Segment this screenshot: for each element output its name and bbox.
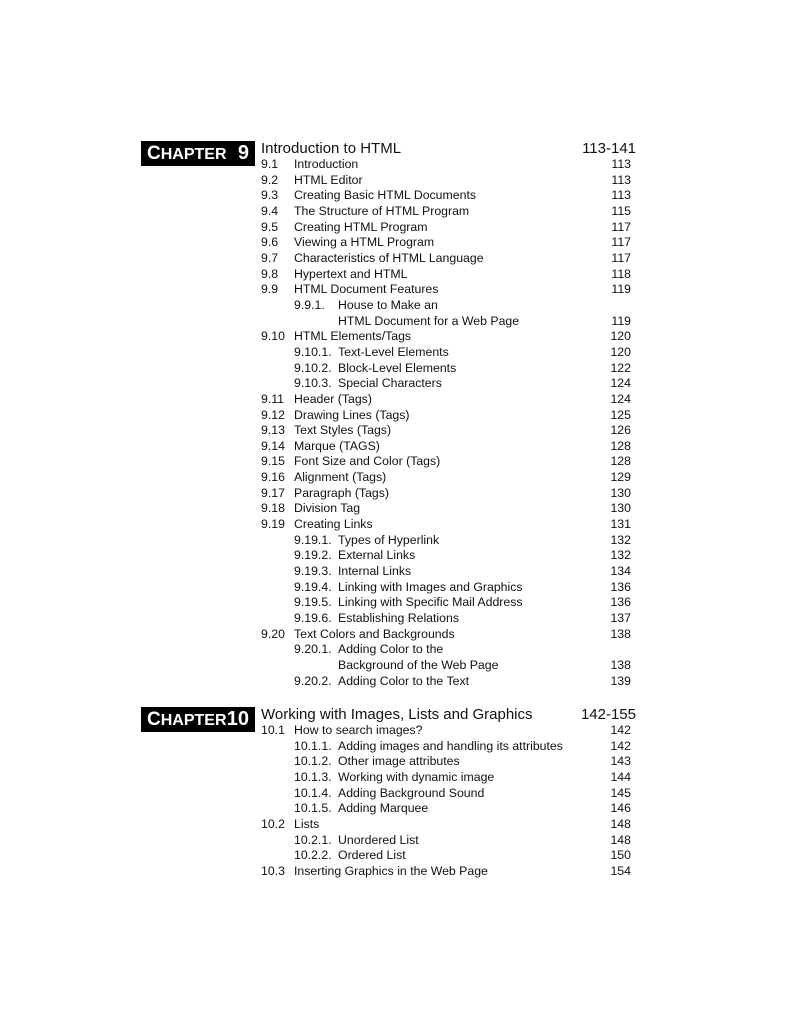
toc-entry-title: Creating Links: [294, 517, 373, 532]
toc-entry-number: 9.14: [261, 438, 285, 453]
toc-entry-title: Linking with Specific Mail Address: [338, 595, 523, 610]
toc-list: [261, 723, 631, 880]
toc-entry-page: 154: [610, 863, 631, 878]
toc-entry-page: 136: [610, 595, 631, 610]
toc-entry-page: 125: [610, 407, 631, 422]
toc-entry-page: 130: [610, 485, 631, 500]
toc-entry: [261, 548, 631, 564]
toc-entry: [261, 580, 631, 596]
toc-entry-number: 10.2.2.: [294, 848, 332, 863]
toc-entry: [261, 345, 631, 361]
toc-entry-title: Marque (TAGS): [294, 438, 380, 453]
toc-entry-title: HTML Elements/Tags: [294, 329, 412, 344]
toc-entry-title: Internal Links: [338, 564, 412, 579]
toc-entry-page: 117: [611, 235, 631, 250]
toc-entry-number: 9.19: [261, 517, 285, 532]
toc-entry-title: Header (Tags): [294, 391, 372, 406]
toc-entry-page: 148: [610, 832, 631, 847]
toc-entry-page: 113: [611, 157, 631, 171]
toc-entry-number: 10.1.2.: [294, 754, 332, 769]
toc-entry-page: 124: [610, 391, 631, 406]
toc-entry-number: 9.4: [261, 203, 279, 218]
toc-entry: [261, 329, 631, 345]
toc-entry: [261, 658, 631, 674]
toc-entry-page: 113: [611, 188, 631, 203]
toc-entry: [261, 188, 631, 204]
toc-entry-title: Font Size and Color (Tags): [294, 454, 441, 469]
toc-entry: [261, 517, 631, 533]
toc-list: [261, 157, 631, 689]
toc-entry-page: 118: [611, 266, 631, 281]
toc-entry-page: 142: [610, 738, 631, 753]
toc-entry: [261, 376, 631, 392]
toc-entry-page: 138: [610, 658, 631, 672]
toc-entry-title: Special Characters: [338, 376, 442, 391]
toc-entry-title: Text Styles (Tags): [294, 423, 392, 438]
toc-entry-number: 10.1.4.: [294, 785, 332, 800]
toc-entry-page: 150: [610, 848, 631, 863]
chapter-label-initial: C: [147, 709, 161, 730]
toc-entry-number: 9.10: [261, 329, 285, 344]
chapter-heading: [261, 705, 636, 725]
toc-entry-number: 9.5: [261, 219, 279, 234]
toc-entry-number: 10.2.1.: [294, 832, 332, 847]
toc-entry-page: 146: [610, 801, 631, 816]
chapter-number: 9: [237, 142, 249, 164]
toc-entry-title: HTML Editor: [294, 172, 363, 187]
toc-entry-page: 145: [610, 785, 631, 800]
toc-entry-number: 9.17: [261, 485, 285, 500]
toc-entry-page: 134: [610, 564, 631, 579]
toc-entry-page: 148: [610, 816, 631, 831]
toc-entry-title: Block-Level Elements: [338, 360, 457, 375]
toc-entry-page: 115: [611, 203, 631, 218]
toc-entry-title: Alignment (Tags): [294, 470, 387, 485]
toc-entry-title: The Structure of HTML Program: [294, 203, 470, 218]
toc-entry-number: 9.20: [261, 626, 285, 641]
toc-entry-number: 10.1: [261, 723, 285, 737]
toc-entry: [261, 833, 631, 849]
toc-entry: [261, 533, 631, 549]
toc-entry: [261, 298, 631, 314]
toc-entry-title: Division Tag: [294, 501, 361, 516]
chapter-label-initial: C: [147, 143, 161, 164]
toc-entry-page: 120: [610, 344, 631, 359]
toc-entry-title: Text Colors and Backgrounds: [294, 626, 455, 641]
toc-entry-number: 9.9: [261, 282, 279, 297]
toc-entry-page: 132: [610, 548, 631, 563]
toc-entry: [261, 486, 631, 502]
toc-entry-page: 113: [611, 172, 631, 187]
toc-entry-page: 142: [610, 723, 631, 737]
toc-entry: [261, 674, 631, 690]
chapter-label-word: HAPTER: [160, 146, 227, 163]
toc-entry-title: Adding Color to the: [338, 642, 444, 657]
toc-entry-title: HTML Document for a Web Page: [338, 313, 520, 328]
toc-entry-title: Inserting Graphics in the Web Page: [294, 863, 488, 878]
toc-entry-title: HTML Document Features: [294, 282, 439, 297]
toc-entry-page: 128: [610, 454, 631, 469]
chapter-number: 10: [226, 708, 249, 730]
toc-entry-number: 9.19.6.: [294, 611, 332, 626]
toc-entry-page: 117: [611, 250, 631, 265]
toc-entry-title: House to Make an: [338, 297, 438, 312]
toc-entry-title: Characteristics of HTML Language: [294, 250, 484, 265]
chapter-page-range: 113-141: [582, 140, 636, 157]
toc-entry-page: 136: [610, 579, 631, 594]
toc-entry: [261, 817, 631, 833]
toc-entry-number: 9.19.2.: [294, 548, 332, 563]
toc-entry: [261, 754, 631, 770]
toc-entry-page: 143: [610, 754, 631, 769]
toc-entry: [261, 454, 631, 470]
toc-entry-page: 137: [610, 611, 631, 626]
toc-entry-number: 9.6: [261, 235, 279, 250]
toc-entry: [261, 627, 631, 643]
toc-entry-number: 9.8: [261, 266, 279, 281]
toc-entry: [261, 361, 631, 377]
toc-entry: [261, 173, 631, 189]
toc-entry-page: 117: [611, 219, 631, 234]
toc-entry: [261, 235, 631, 251]
toc-entry: [261, 267, 631, 283]
toc-entry-number: 9.20.2.: [294, 673, 332, 688]
toc-entry-title: Text-Level Elements: [338, 344, 449, 359]
toc-entry: [261, 392, 631, 408]
toc-entry-title: Types of Hyperlink: [338, 532, 440, 547]
toc-entry-number: 9.2: [261, 172, 279, 187]
toc-entry-title: Working with dynamic image: [338, 769, 495, 784]
toc-entry-page: 129: [610, 470, 631, 485]
toc-entry-title: Paragraph (Tags): [294, 485, 390, 500]
toc-entry-title: Drawing Lines (Tags): [294, 407, 410, 422]
chapter-title: Introduction to HTML: [261, 140, 402, 157]
toc-entry: [261, 848, 631, 864]
toc-entry-page: 130: [610, 501, 631, 516]
toc-entry-title: External Links: [338, 548, 416, 563]
toc-entry-number: 9.1: [261, 157, 279, 171]
toc-entry: [261, 864, 631, 880]
toc-entry: [261, 739, 631, 755]
toc-entry-page: 139: [610, 673, 631, 688]
toc-entry-number: 9.11: [261, 391, 285, 406]
toc-entry: [261, 204, 631, 220]
toc-entry-title: Adding Color to the Text: [338, 673, 470, 688]
toc-entry: [261, 282, 631, 298]
toc-entry-number: 9.15: [261, 454, 285, 469]
toc-entry-number: 10.3: [261, 863, 285, 878]
toc-entry: [261, 408, 631, 424]
chapter-heading: [261, 139, 636, 159]
toc-entry: [261, 501, 631, 517]
toc-entry-page: 131: [610, 517, 631, 532]
toc-entry-number: 9.13: [261, 423, 285, 438]
toc-entry-title: Adding Background Sound: [338, 785, 485, 800]
toc-entry-number: 10.1.3.: [294, 769, 332, 784]
toc-entry-title: Adding Marquee: [338, 801, 429, 816]
toc-entry: [261, 801, 631, 817]
toc-entry-title: Ordered List: [338, 848, 406, 863]
toc-entry: [261, 157, 631, 173]
toc-entry: [261, 611, 631, 627]
toc-entry-page: 132: [610, 532, 631, 547]
toc-entry: [261, 786, 631, 802]
toc-entry-title: How to search images?: [294, 723, 423, 737]
toc-entry-title: Other image attributes: [338, 754, 460, 769]
toc-entry: [261, 423, 631, 439]
toc-entry-number: 9.19.4.: [294, 579, 332, 594]
toc-entry-title: Unordered List: [338, 832, 419, 847]
toc-entry: [261, 564, 631, 580]
toc-entry: [261, 251, 631, 267]
chapter-page-range: 142-155: [580, 706, 636, 723]
toc-entry-page: 144: [610, 769, 631, 784]
chapter-title: Working with Images, Lists and Graphics: [261, 706, 533, 723]
toc-entry-page: 120: [610, 329, 631, 344]
toc-entry-number: 9.9.1.: [294, 297, 325, 312]
toc-entry-page: 119: [611, 282, 631, 297]
toc-entry-number: 9.10.2.: [294, 360, 332, 375]
toc-entry-number: 9.3: [261, 188, 279, 203]
toc-entry-number: 10.1.1.: [294, 738, 332, 753]
toc-entry: [261, 723, 631, 739]
toc-entry-number: 9.18: [261, 501, 285, 516]
toc-entry: [261, 470, 631, 486]
chapter-label-word: HAPTER: [160, 712, 227, 729]
toc-entry: [261, 439, 631, 455]
toc-entry-number: 9.16: [261, 470, 285, 485]
toc-entry-number: 9.19.3.: [294, 564, 332, 579]
toc-entry-number: 9.20.1.: [294, 642, 332, 657]
toc-entry-title: Lists: [294, 816, 320, 831]
toc-entry-title: Establishing Relations: [338, 611, 459, 626]
toc-entry-number: 9.7: [261, 250, 279, 265]
toc-entry: [261, 314, 631, 330]
toc-entry-number: 9.12: [261, 407, 285, 422]
toc-entry-number: 9.19.1.: [294, 532, 332, 547]
toc-entry-page: 138: [610, 626, 631, 641]
toc-entry-number: 10.1.5.: [294, 801, 332, 816]
toc-entry-title: Adding images and handling its attributes: [338, 738, 563, 753]
toc-entry-page: 119: [611, 313, 631, 328]
toc-entry: [261, 220, 631, 236]
chapter-label: [141, 141, 255, 166]
toc-entry-page: 122: [610, 360, 631, 375]
toc-entry: [261, 770, 631, 786]
toc-entry-number: 9.10.3.: [294, 376, 332, 391]
toc-entry-number: 10.2: [261, 816, 285, 831]
toc-entry-title: Hypertext and HTML: [294, 266, 408, 281]
toc-entry: [261, 595, 631, 611]
toc-entry-title: Creating Basic HTML Documents: [294, 188, 477, 203]
toc-entry-title: Linking with Images and Graphics: [338, 579, 523, 594]
toc-entry-title: Creating HTML Program: [294, 219, 428, 234]
toc-entry-page: 128: [610, 438, 631, 453]
toc-entry-page: 126: [610, 423, 631, 438]
toc-entry-number: 9.19.5.: [294, 595, 332, 610]
toc-entry-title: Background of the Web Page: [338, 658, 499, 672]
toc-entry: [261, 642, 631, 658]
toc-entry-title: Viewing a HTML Program: [294, 235, 435, 250]
toc-entry-number: 9.10.1.: [294, 344, 332, 359]
toc-entry-page: 124: [610, 376, 631, 391]
chapter-label: [141, 707, 255, 732]
toc-entry-title: Introduction: [294, 157, 359, 171]
